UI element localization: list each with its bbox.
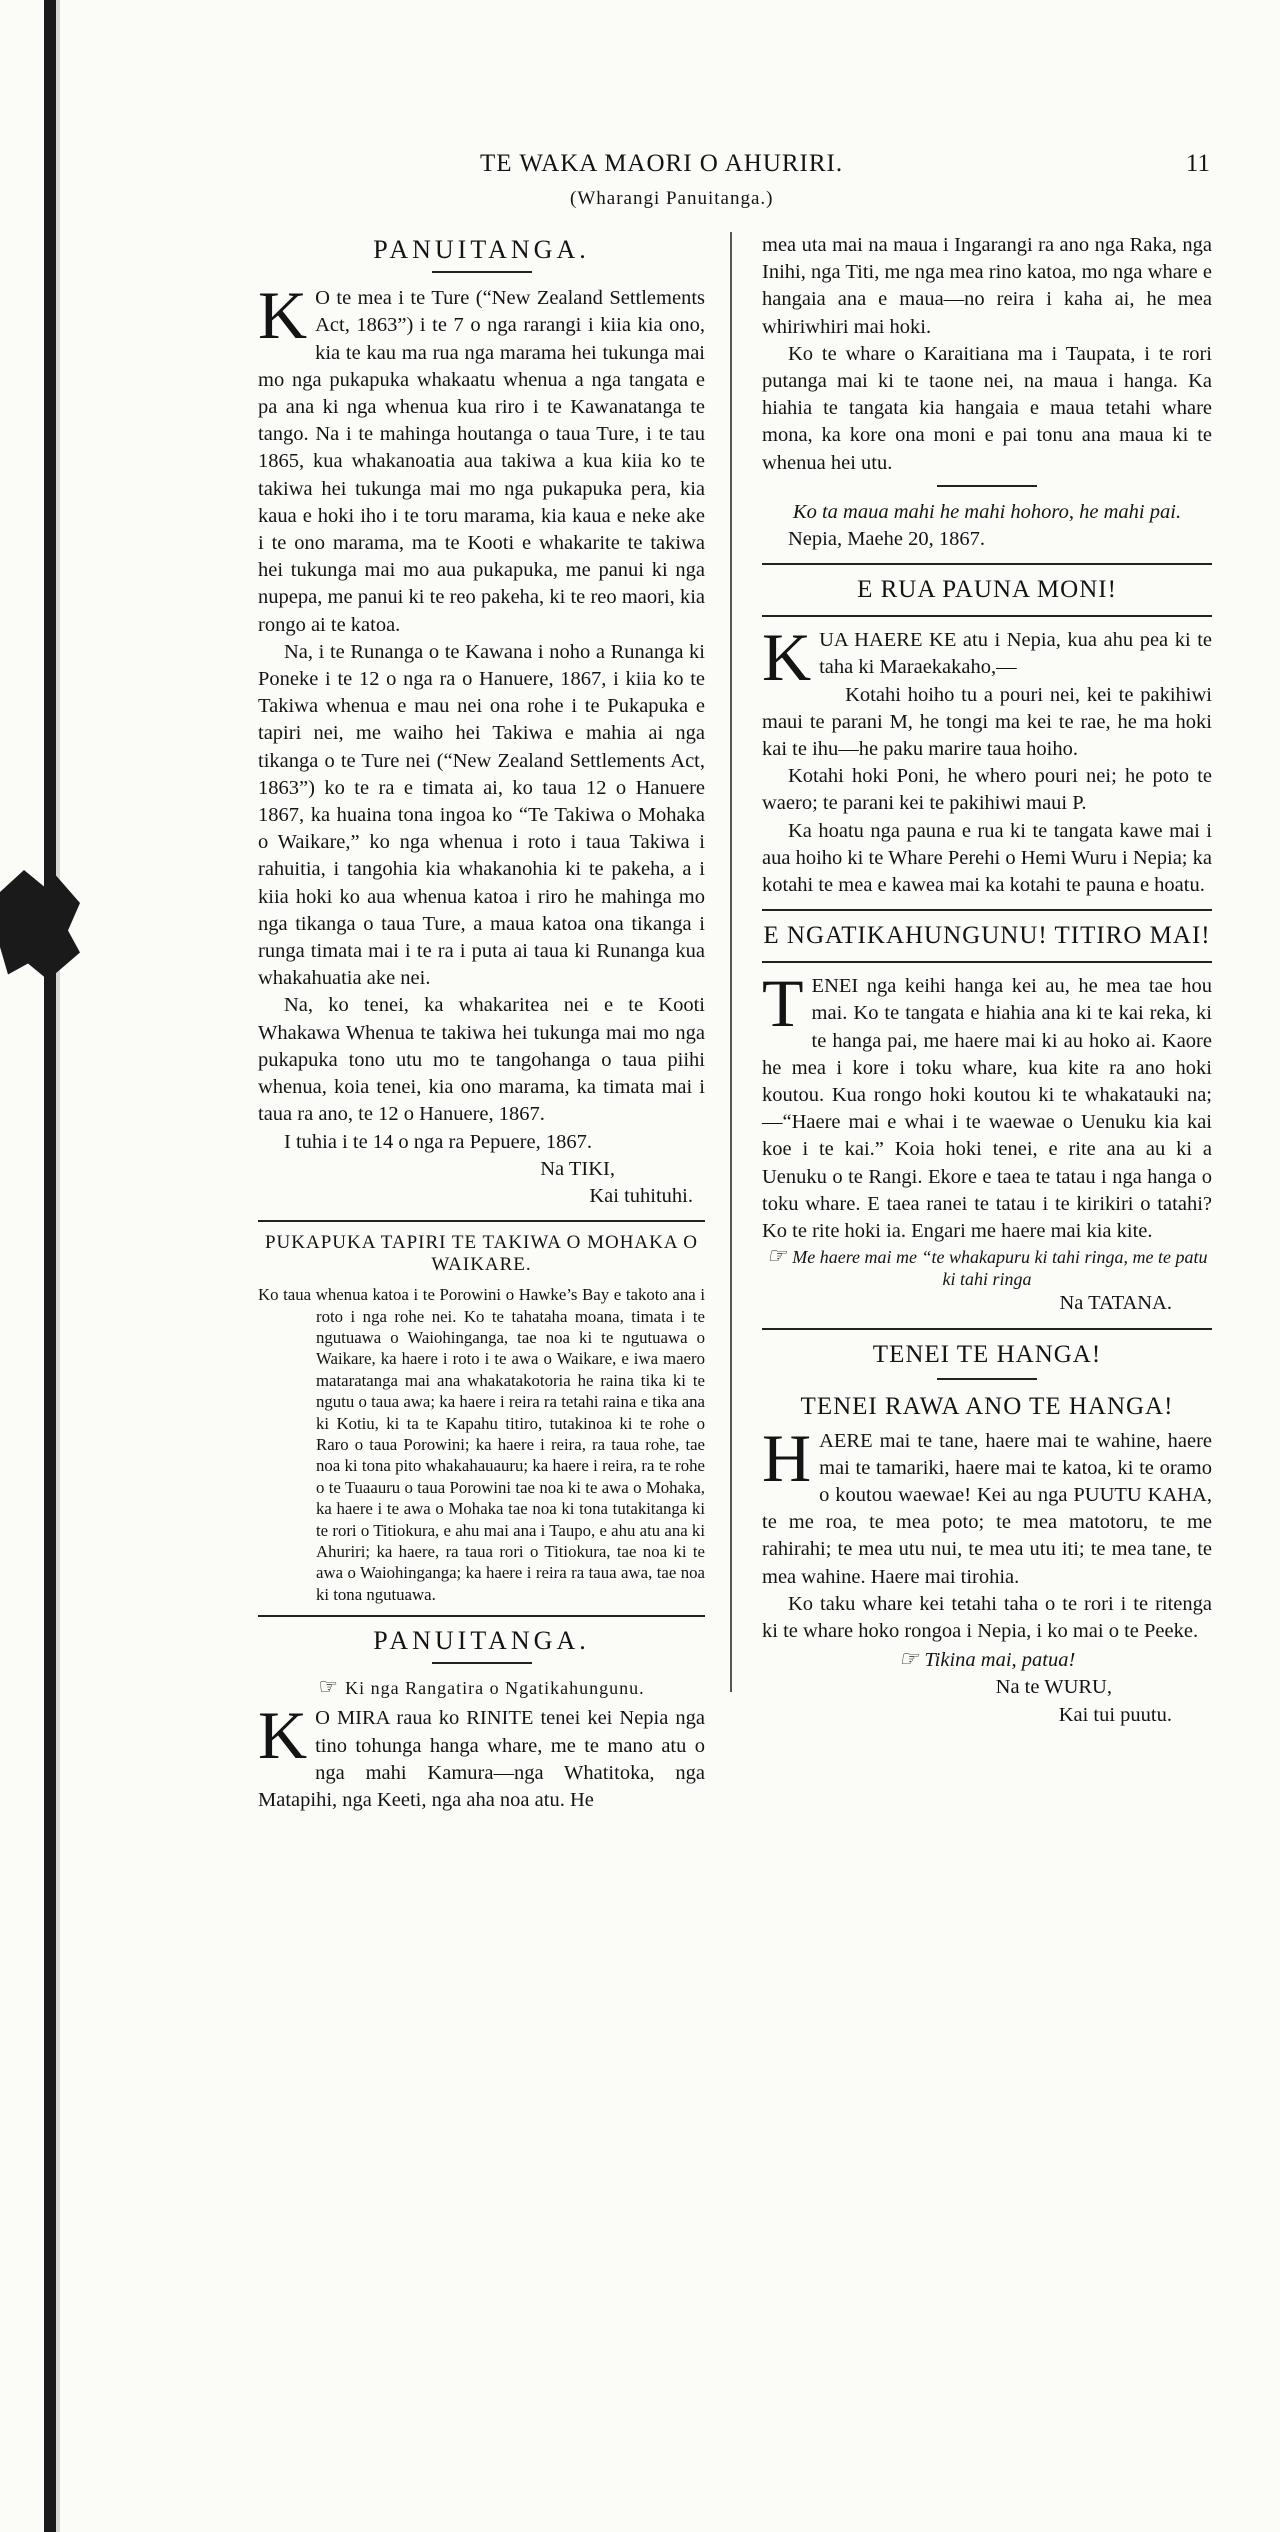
notice-heading: E NGATIKAHUNGUNU! TITIRO MAI! <box>763 922 1211 950</box>
notice-paragraph <box>762 965 1212 1245</box>
column-divider <box>730 232 732 1692</box>
binding-shadow <box>56 0 60 2532</box>
notice-paragraph: Ko te whare o Karaitiana ma i Taupata, i te rori putanga mai ki te taone nei, na maua i hanga. Ka hiahia te tangata kia hangaia e maua tetahi whare mona, ka kore ona moni e pai tonu ana maua ki te whenua hei utu. <box>762 342 1212 474</box>
rule <box>762 615 1212 617</box>
dateline: Nepia, Maehe 20, 1867. <box>788 528 985 551</box>
schedule-body <box>258 1284 705 1605</box>
notice-heading: TENEI TE HANGA! <box>872 1340 1102 1368</box>
motto-text: Me haere mai me “te whakapuru ki tahi ringa, me te patu ki tahi ringa <box>792 1247 1208 1290</box>
notice-text: UA HAERE KE atu i Nepia, kua ahu pea ki te taha ki Maraekakaho,— <box>819 629 1212 679</box>
notice-text: AERE mai te tane, haere mai te wahine, haere mai te tamariki, haere mai te katoa, ki te oramo o koutou waewae! Kei au nga PUUTU KAHA, te me roa, te mea poto; te mea matotoru, te me rahirahi; te mea utu nui, te mea utu iti; te mea tane, te mea wahine. Haere mai tirohia. <box>762 1429 1212 1588</box>
motto-text: Tikina mai, patua! <box>924 1649 1076 1672</box>
left-column <box>258 232 705 1814</box>
rule <box>258 1220 705 1222</box>
rule <box>937 1378 1037 1380</box>
pointing-hand-icon: ☞ <box>898 1646 919 1672</box>
notice-heading: PANUITANGA. <box>373 235 590 264</box>
page-subtitle: (Wharangi Panuitanga.) <box>570 188 774 209</box>
notice-motto <box>762 1645 1212 1674</box>
notice-paragraph <box>762 619 1212 696</box>
notice-heading: PANUITANGA. <box>373 1626 590 1656</box>
dropcap: T <box>762 965 804 1042</box>
signer-title: Kai tuhituhi. <box>589 1184 693 1207</box>
torn-margin <box>0 870 80 980</box>
rule <box>762 909 1212 911</box>
dropcap: H <box>762 1419 812 1496</box>
page-number: 11 <box>1185 150 1210 177</box>
dropcap: K <box>258 1697 308 1774</box>
address-text: Ki nga Rangatira o Ngatikahungunu. <box>345 1678 645 1699</box>
notice-paragraph: Kotahi hoki Poni, he whero pouri nei; he poto te waero; te parani kei te pakihiwi maui P. <box>762 765 1212 815</box>
signer: Na TIKI, <box>540 1157 615 1180</box>
binding-edge <box>44 0 56 2532</box>
signer-title: Kai tui puutu. <box>1058 1703 1172 1726</box>
schedule-text: Ko taua whenua katoa i te Porowini o Hawke’s Bay e takoto ana i roto i nga rohe nei. Ko te tahataha moana, timata i te ngutuawa o Waiohinganga, tae noa ki te ngutuawa o Waikare, ka haere i roto i te awa o Waikare, e iwa maero mataratanga mai ana whakatakotoria he raina tika ki te ngutu o taua awa; ka haere i reira ra tetahi raina e tika ana ki Kotiu, ki ta te Kapahu titiro, tutakinoa ki te rohe o Raro o taua Porowini; ka haere i reira, ra taua rohe, tae noa ki tona pito whakahauauru; ka haere i reira, ra te rohe o te Tuaauru o taua Porowini tae noa ki te awa o Mohaka, ka haere i te awa o Mohaka tae noa ki tona tutakitanga ki te rori o Titiokura, e ahu mai ana i Taupo, e ahu atu ana ki Ahuriri; ka haere, ra taua rori o Titiokura, tae noa ki te awa o Waiohinganga; ka haere i reira ra taua awa, tae noa ki tona ngutuawa. <box>258 1285 705 1604</box>
rule <box>762 563 1212 565</box>
right-column <box>762 232 1212 1729</box>
rule <box>762 1328 1212 1330</box>
notice-paragraph: Ka hoatu nga pauna e rua ki te tangata kawe mai i aua hoiho ki te Whare Perehi o Hemi Wuru i Nepia; ka kotahi te mea e kawea mai ka kotahi te pauna e hoatu. <box>762 819 1212 897</box>
dropcap: K <box>258 277 308 354</box>
notice-text: ENEI nga keihi hanga kei au, he mea tae hou mai. Ko te tangata e hiahia ana ki te kai reka, ki te hanga pai, me haere mai ki au hoko ai. Kaore he mea i kore i toku whare, kua kite ra ano hoki koutou. Kua rongo hoki koutou ki te whakatauki na;—“Haere mai e whai i te waewae o Uenuku kia kai koe i te kai.” Koia hoki tenei, e rite ana au ki a Uenuku o te Rangi. Ekore e taea te tatau i nga hanga o toku whare. E taea ranei te tatau i te kirikiri o tatahi? Ko te rite hoki ia. Engari me haere mai kia kite. <box>762 975 1212 1243</box>
notice-paragraph: Na, ko tenei, ka whakaritea nei e te Kooti Whakawa Whenua te takiwa hei tukunga mai mo nga pukapuka tono utu mo te tangohanga o taua piihi whenua, koia tenei, kia ono marama, ka timata mai i taua ra ano, te 12 o Hanuere, 1867. <box>258 994 705 1126</box>
signer: Na te WURU, <box>995 1676 1112 1699</box>
rule <box>937 485 1037 487</box>
notice-text: O MIRA raua ko RINITE tenei kei Nepia nga tino tohunga hanga whare, me te mano atu o nga mahi Kamura—nga Whatitoka, nga Matapihi, nga Keeti, nga aha noa atu. He <box>258 1707 705 1812</box>
signer: Na TATANA. <box>1059 1292 1172 1315</box>
rule <box>432 1662 532 1664</box>
dropcap: K <box>762 619 812 696</box>
rule <box>762 961 1212 963</box>
notice-paragraph <box>762 1419 1212 1591</box>
notice-subheading: TENEI RAWA ANO TE HANGA! <box>800 1392 1174 1420</box>
notice-text: O te mea i te Ture (“New Zealand Settlements Act, 1863”) i te 7 o nga rarangi i kiia kia ono, kia te kau ma rua nga marama hei tukunga mai mo nga pukapuka whakaatu whenua a nga tangata e pa ana ki nga whenua kua riro i te Kawanatanga te tango. Na i te mahinga houtanga o taua Ture, i te tau 1865, kua whakanoatia aua takiwa a kua kiia ko te takiwa hei tukunga mai mo nga pukapuka pera, kia kaua e hoki iho i te toru marama, kia kaua e neke ake i te ono marama, ma te Kooti e whakarite te takiwa hei tukunga mai mo aua pukapuka, me panui ki nga nupepa, me panui ki te reo pakeha, ki te reo maori, kia rongo ai te katoa. <box>258 287 705 636</box>
notice-paragraph: mea uta mai na maua i Ingarangi ra ano nga Raka, nga Inihi, nga Titi, me nga mea rino katoa, mo nga whare e hangaia ana e maua—no reira i kaha ai, he mea whiriwhiri mai hoki. <box>762 234 1212 338</box>
notice-paragraph <box>258 1697 705 1814</box>
page-header <box>240 150 1210 220</box>
rule <box>258 1615 705 1617</box>
pointing-hand-icon: ☞ <box>766 1243 787 1269</box>
notice-motto <box>762 1245 1212 1290</box>
pointing-hand-icon: ☞ <box>318 1674 340 1700</box>
notice-address <box>258 1676 705 1699</box>
rule <box>432 271 532 273</box>
notice-paragraph: Na, i te Runanga o te Kawana i noho a Runanga ki Poneke i te 12 o nga ra o Hanuere, 1867, i kiia ko te Takiwa whenua e mau nei ona rohe i te Pukapuka e tapiri nei, me waiho hei Takiwa e mahia ai nga tikanga o te Ture nei (“New Zealand Settlements Act, 1863”) ko te ra e timata ai, ko taua 12 o Hanuere 1867, ka huaina tona ingoa ko “Te Takiwa o Mohaka o Waikare,” ko nga whenua i roto i taua Takiwa i rahuitia, i tangohia kia whakanohia ki te pakeha, a i kiia hoki ko aua whenua katoa i riro he mahinga mo nga tikanga o taua Ture, a maua katoa ona tikanga i runga timata mai i te ra i puta ai taua ki Runanga kua whakahuatia ake nei. <box>258 640 705 990</box>
notice-paragraph <box>258 277 705 639</box>
notice-heading: E RUA PAUNA MONI! <box>857 576 1117 604</box>
newspaper-title: TE WAKA MAORI O AHURIRI. <box>480 150 844 177</box>
dateline: I tuhia i te 14 o nga ra Pepuere, 1867. <box>284 1130 592 1153</box>
schedule-heading: PUKAPUKA TAPIRI TE TAKIWA O MOHAKA O WAIKARE. <box>264 1232 699 1276</box>
notice-paragraph: Kotahi hoiho tu a pouri nei, kei te pakihiwi maui te parani M, he tongi ma kei te rae, he ma hoki kai te ihu—he paku marire taua hoiho. <box>762 683 1212 761</box>
notice-paragraph: Ko taku whare kei tetahi taha o te rori i te ritenga ki te whare hoko rongoa i Nepia, i ko mai o te Peeke. <box>762 1592 1212 1642</box>
notice-motto: Ko ta maua mahi he mahi hohoro, he mahi pai. <box>792 500 1182 523</box>
